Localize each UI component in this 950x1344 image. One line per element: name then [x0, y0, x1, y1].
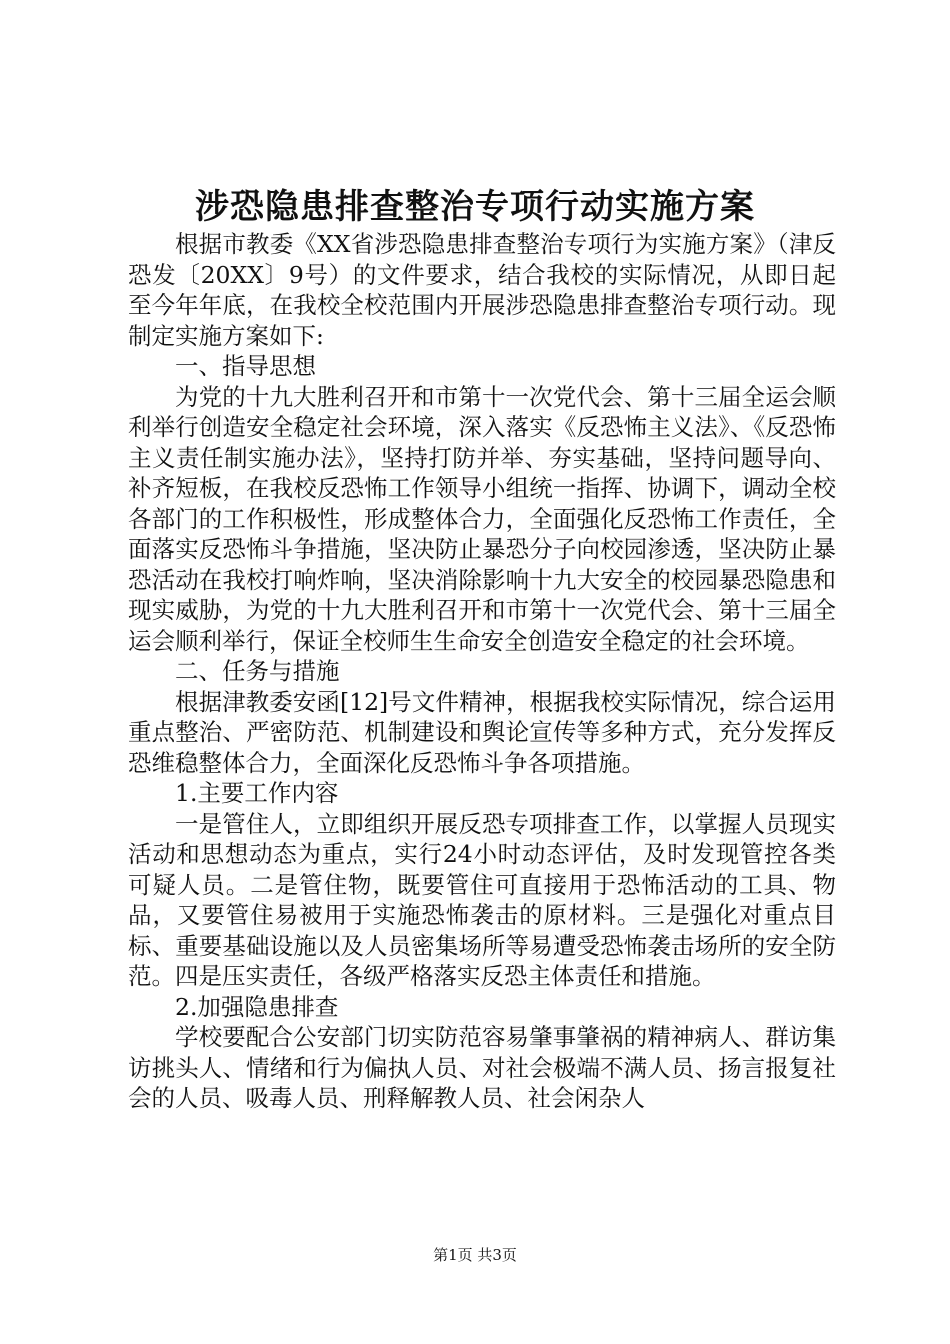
- paragraph-intro: 根据市教委《XX省涉恐隐患排查整治专项行为实施方案》（津反恐发〔20XX〕9号）的文件要求，结合我校的实际情况，从即日起至今年年底，在我校全校范围内开展涉恐隐患排查整治专项行动。现制定实施方案如下:: [128, 230, 836, 350]
- page-number-footer: 第1页 共3页: [433, 1246, 517, 1264]
- subheading-main-work: 1.主要工作内容: [175, 779, 339, 807]
- document-title: 涉恐隐患排查整治专项行动实施方案: [195, 187, 755, 227]
- document-body: [128, 229, 836, 1114]
- paragraph-guiding-thought: 为党的十九大胜利召开和市第十一次党代会、第十三届全运会顺利举行创造安全稳定社会环境，深入落实《反恐怖主义法》、《反恐怖主义责任制实施办法》，坚持打防并举、夯实基础，坚持问题导向、补齐短板，在我校反恐怖工作领导小组统一指挥、协调下，调动全校各部门的工作积极性，形成整体合力，全面强化反恐怖工作责任，全面落实反恐怖斗争措施，坚决防止暴恐分子向校园渗透，坚决防止暴恐活动在我校打响炸响，坚决消除影响十九大安全的校园暴恐隐患和现实威胁，为党的十九大胜利召开和市第十一次党代会、第十三届全运会顺利举行，保证全校师生生命安全创造安全稳定的社会环境。: [128, 382, 836, 655]
- section-heading-tasks-measures: 二、任务与措施: [175, 657, 340, 685]
- paragraph-tasks-measures: 根据津教委安函[12]号文件精神，根据我校实际情况，综合运用重点整治、严密防范、机制建设和舆论宣传等多种方式，充分发挥反恐维稳整体合力，全面深化反恐怖斗争各项措施。: [128, 687, 836, 777]
- paragraph-main-work: 一是管住人，立即组织开展反恐专项排查工作，以掌握人员现实活动和思想动态为重点，实行24小时动态评估，及时发现管控各类可疑人员。二是管住物，既要管住可直接用于恐怖活动的工具、物品，又要管住易被用于实施恐怖袭击的原材料。三是强化对重点目标、重要基础设施以及人员密集场所等易遭受恐怖袭击场所的安全防范。四是压实责任，各级严格落实反恐主体责任和措施。: [128, 809, 836, 990]
- section-heading-guiding-thought: 一、指导思想: [175, 352, 316, 380]
- subheading-hazard-inspection: 2.加强隐患排查: [175, 992, 339, 1021]
- paragraph-hazard-inspection: 学校要配合公安部门切实防范容易肇事肇祸的精神病人、群访集访挑头人、情绪和行为偏执人员、对社会极端不满人员、扬言报复社会的人员、吸毒人员、刑释解教人员、社会闲杂人: [128, 1023, 836, 1112]
